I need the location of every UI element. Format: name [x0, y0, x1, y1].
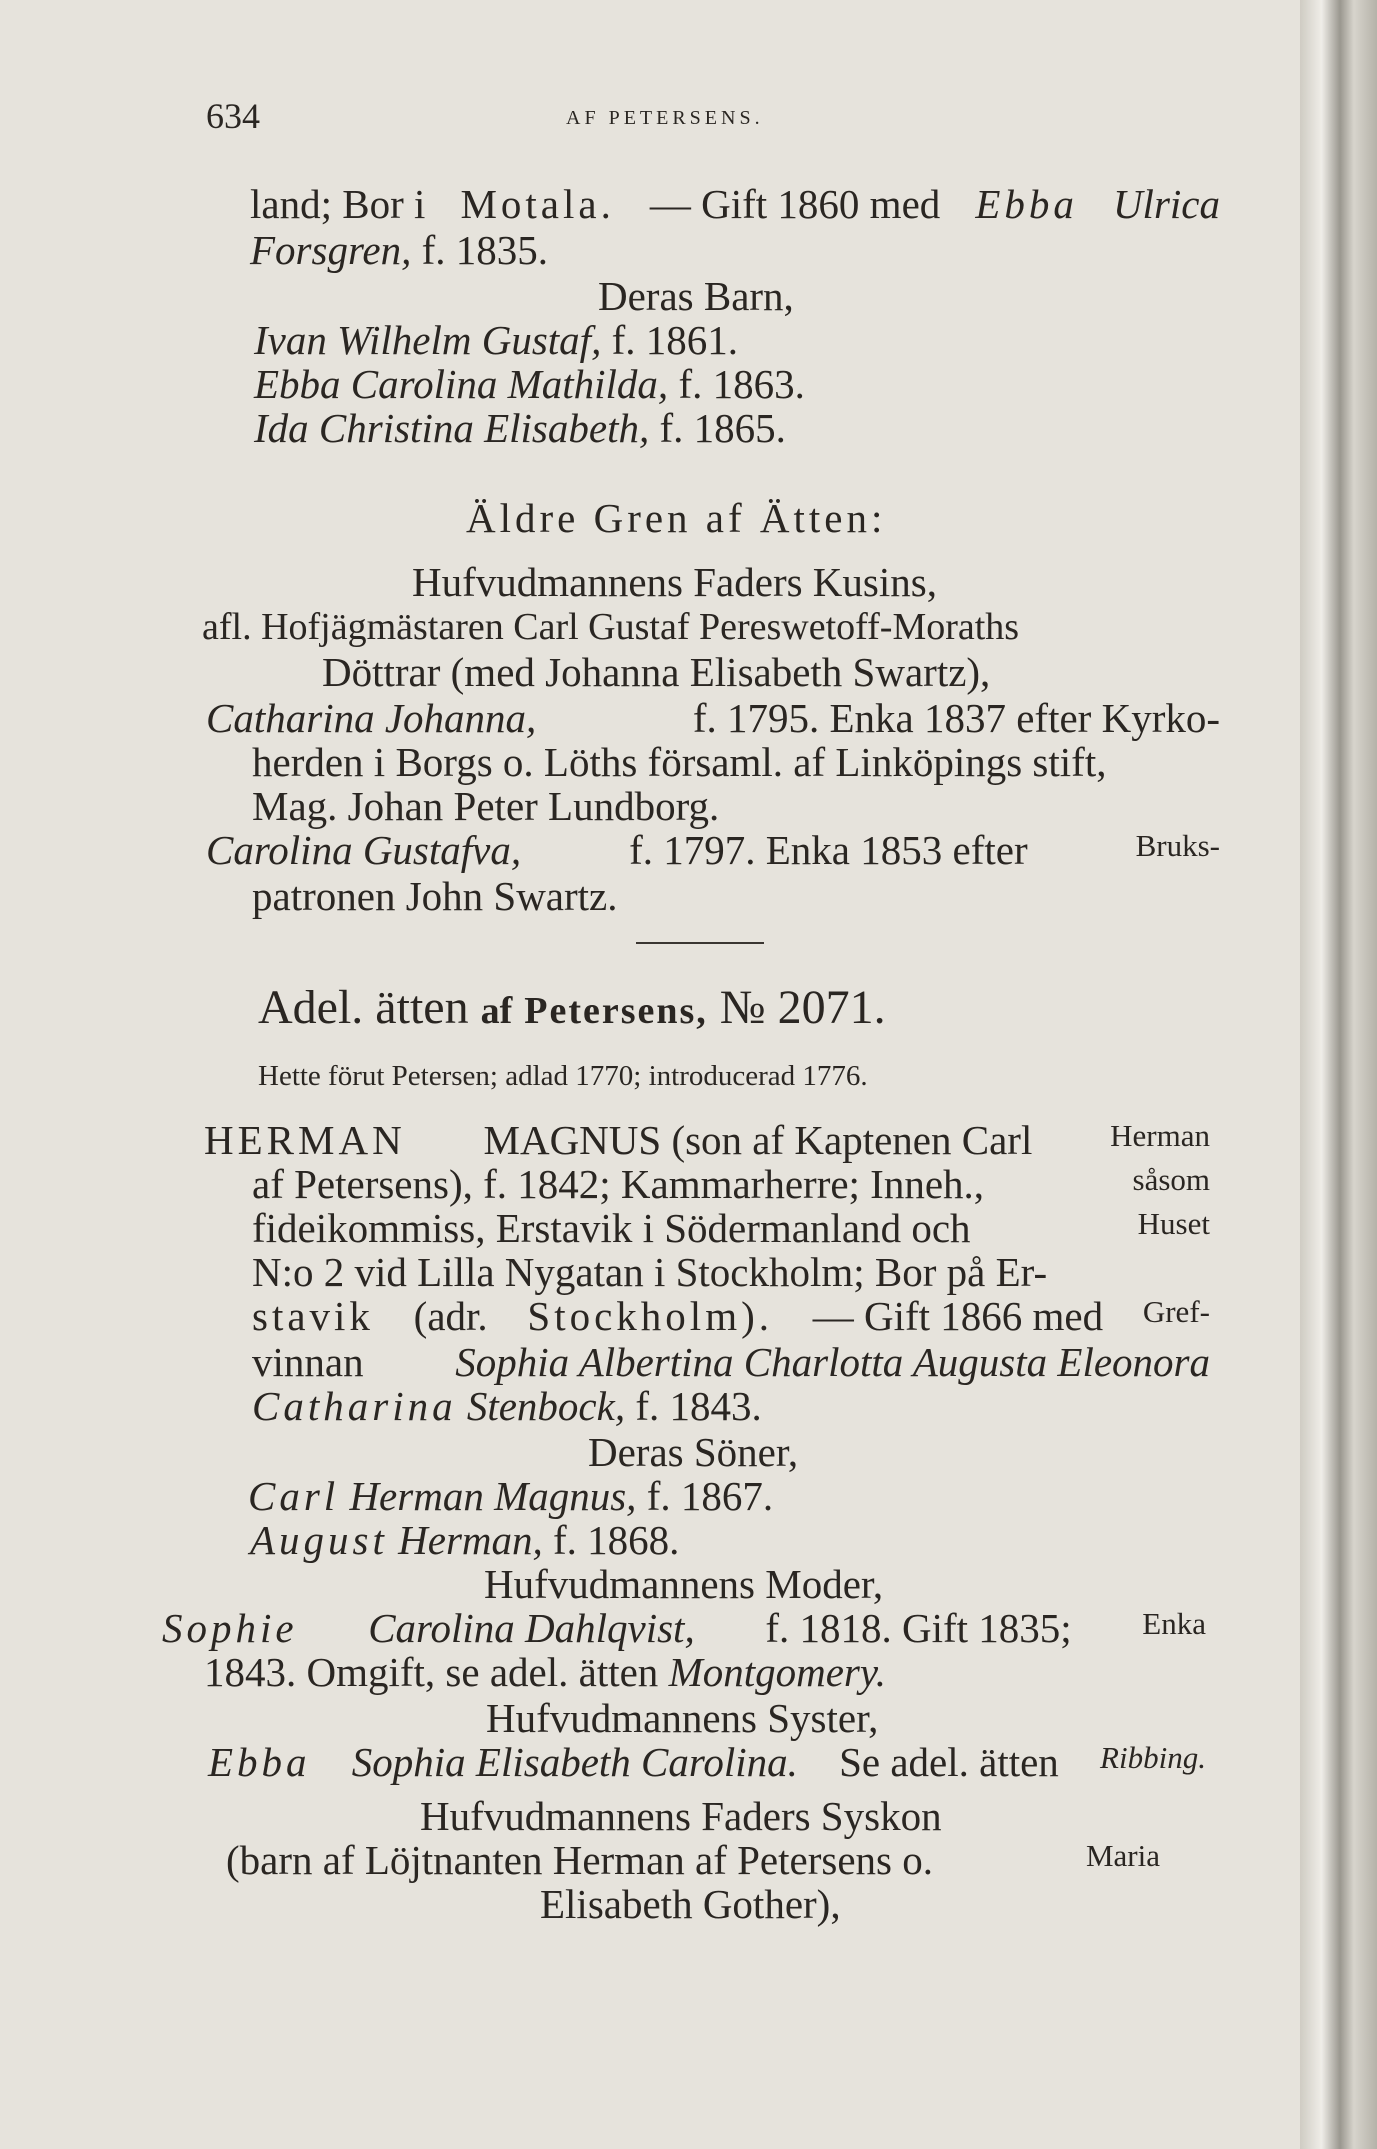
text-line: stavik (adr. Stockholm). — Gift 1866 med Gref- — [252, 1293, 1210, 1339]
text-line: af Petersens), f. 1842; Kammarherre; Inneh., såsom — [252, 1161, 1210, 1207]
son-entry: August Herman, f. 1868. — [250, 1517, 680, 1563]
text-line: afl. Hofjägmästaren Carl Gustaf Pereswetoff-Moraths — [202, 606, 1020, 648]
entry-line: Ebba Sophia Elisabeth Carolina. Se adel. ätten Ribbing. — [208, 1739, 1206, 1785]
family-title: Adel. ätten af Petersens, № 2071. — [258, 981, 886, 1034]
siblings-heading: Hufvudmannens Faders Syskon — [420, 1793, 942, 1839]
text-line: vinnan Sophia Albertina Charlotta Augusta Eleonora — [252, 1339, 1210, 1385]
text-line: Forsgren, f. 1835. — [250, 227, 548, 273]
text-line: Döttrar (med Johanna Elisabeth Swartz), — [322, 649, 991, 695]
text-line: N:o 2 vid Lilla Nygatan i Stockholm; Bor på Er- — [252, 1249, 1048, 1295]
page-number: 634 — [206, 96, 260, 136]
child-entry: Ida Christina Elisabeth, f. 1865. — [254, 405, 786, 451]
section-divider — [636, 942, 764, 944]
text-line: (barn af Löjtnanten Herman af Petersens o. Maria — [226, 1837, 1160, 1883]
children-heading: Deras Barn, — [598, 273, 794, 319]
entry-line: HERMAN MAGNUS (son af Kaptenen Carl Herman — [204, 1117, 1210, 1163]
book-page-edge — [1300, 0, 1377, 2149]
entry-line: Sophie Carolina Dahlqvist, f. 1818. Gift 1835; Enka — [162, 1605, 1206, 1651]
entry-line: Catharina Johanna, f. 1795. Enka 1837 efter Kyrko- — [206, 695, 1220, 741]
sons-heading: Deras Söner, — [588, 1429, 799, 1475]
son-entry: Carl Herman Magnus, f. 1867. — [248, 1473, 774, 1519]
text-line: herden i Borgs o. Löths församl. af Linköpings stift, — [252, 739, 1107, 785]
running-head: AF PETERSENS. — [566, 107, 764, 129]
family-subtitle: Hette förut Petersen; adlad 1770; introducerad 1776. — [258, 1060, 868, 1092]
entry-line: Carolina Gustafva, f. 1797. Enka 1853 efter Bruks- — [206, 827, 1220, 873]
child-entry: Ivan Wilhelm Gustaf, f. 1861. — [254, 317, 738, 363]
text-line: Elisabeth Gother), — [540, 1881, 841, 1927]
text-line: Catharina Stenbock, f. 1843. — [252, 1383, 762, 1429]
mother-heading: Hufvudmannens Moder, — [484, 1561, 884, 1607]
child-entry: Ebba Carolina Mathilda, f. 1863. — [254, 361, 805, 407]
section-subheading: Hufvudmannens Faders Kusins, — [412, 559, 937, 605]
text-line: Mag. Johan Peter Lundborg. — [252, 783, 720, 829]
text-line: land; Bor i Motala. — Gift 1860 med Ebba Ulrica — [250, 181, 1220, 227]
sister-heading: Hufvudmannens Syster, — [486, 1695, 879, 1741]
text-line: patronen John Swartz. — [252, 873, 618, 919]
text-line: fideikommiss, Erstavik i Södermanland och Huset — [252, 1205, 1210, 1251]
branch-heading: Äldre Gren af Ätten: — [466, 495, 887, 541]
text-line: 1843. Omgift, se adel. ätten Montgomery. — [204, 1649, 887, 1695]
